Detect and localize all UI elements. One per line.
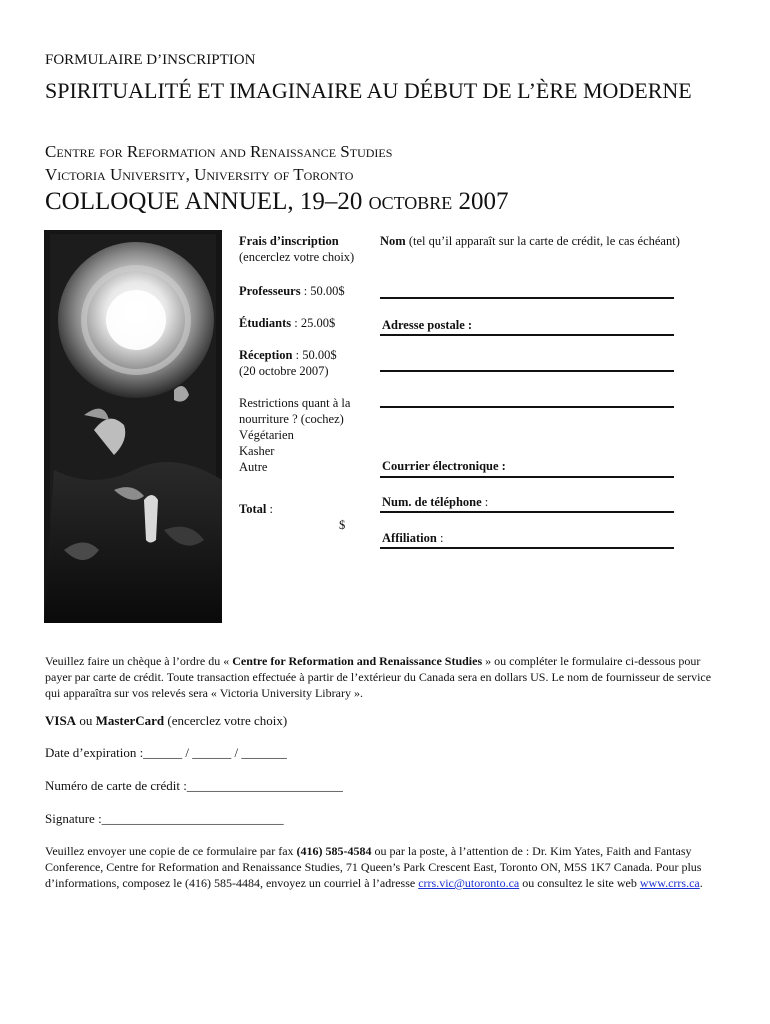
telephone-label-text: Num. de téléphone [382, 495, 482, 509]
courriel-label [382, 459, 506, 474]
organization-name: Centre for Reformation and Renaissance Studies [45, 142, 393, 161]
adresse-line-3[interactable] [380, 406, 674, 408]
total-label: Total [239, 502, 267, 516]
adresse-line-2[interactable] [380, 370, 674, 372]
courriel-line[interactable] [380, 476, 674, 478]
total-row [239, 501, 374, 533]
affiliation-line[interactable] [380, 547, 674, 549]
contact-before-fax: Veuillez envoyer une copie de ce formulaire par fax [45, 844, 297, 858]
instr-after: » ou compléter le formulaire ci-dessous pour payer par carte de crédit. Toute transaction effectuée à partir de l’extérieur du Canada sera en dollars US. Le nom de fournisseur de service qui apparaîtra sur vos relevés sera « Victoria University Library ». [45, 654, 712, 700]
option-kasher[interactable]: Kasher [239, 444, 275, 458]
food-restrictions [239, 395, 374, 475]
telephone-label [382, 495, 488, 510]
website-link[interactable]: www.crrs.ca [639, 876, 700, 890]
colloque-prefix: COLLOQUE ANNUEL, 19–20 [45, 188, 369, 215]
courriel-label-text: Courrier électronique : [382, 459, 506, 473]
fee-professeurs-value: : 50.00$ [300, 284, 345, 298]
fee-reception-value: : 50.00$ [292, 348, 337, 362]
affiliation-label-text: Affiliation [382, 531, 437, 545]
signature-field[interactable]: Signature :____________________________ [45, 811, 284, 826]
contact-paragraph [45, 843, 725, 891]
nom-field-label [380, 233, 680, 249]
affiliation-label [382, 531, 443, 546]
fees-heading-note: (encerclez votre choix) [239, 250, 355, 264]
fax-number: (416) 585-4584 [296, 844, 372, 858]
fees-heading-block [239, 233, 374, 265]
card-choice [45, 713, 287, 729]
contact-end: . [699, 876, 703, 890]
payment-instructions [45, 653, 725, 701]
adresse-label-text: Adresse postale : [382, 318, 473, 332]
colloque-year: 2007 [452, 188, 509, 215]
fee-etudiants[interactable] [239, 315, 374, 331]
university-name: Victoria University, University of Toronto [45, 165, 354, 184]
fee-reception[interactable] [239, 347, 374, 379]
contact-between: ou consultez le site web [519, 876, 640, 890]
adresse-line-1[interactable] [380, 334, 674, 336]
page-title: SPIRITUALITÉ ET IMAGINAIRE AU DÉBUT DE L’ÈRE MODERNE [45, 78, 692, 103]
colloque-month: octobre [368, 188, 453, 215]
fee-etudiants-label: Étudiants [239, 316, 292, 330]
nom-line[interactable] [380, 297, 674, 299]
expiry-field[interactable]: Date d’expiration :______ / ______ / _______ [45, 745, 287, 760]
telephone-sep: : [481, 495, 489, 509]
telephone-line[interactable] [380, 511, 674, 513]
mastercard-option[interactable]: MasterCard [95, 713, 165, 728]
nom-label: Nom [380, 234, 406, 248]
form-label: FORMULAIRE D’INSCRIPTION [45, 52, 256, 68]
affiliation-sep: : [436, 531, 444, 545]
total-sep: : [266, 502, 273, 516]
card-or: ou [76, 713, 96, 728]
painting-illustration [44, 230, 222, 623]
contact-after-fax: ou par la poste, à l’attention de : Dr. Kim Yates, Faith and Fantasy Conference, Centre for Reformation and Renaissance Studies, 71 Queen’s Park Crescent East, Toronto ON, M5S 1K7 Canada. Pour plus d’informations, composez le (416) 585-4484, envoyez un courriel à l’adresse [45, 844, 702, 890]
fee-reception-date: (20 octobre 2007) [239, 364, 329, 378]
fees-column [239, 233, 374, 533]
instr-org: Centre for Reformation and Renaissance Studies [232, 654, 483, 668]
total-currency: $ [339, 518, 346, 532]
fee-professeurs[interactable] [239, 283, 374, 299]
colloque-heading [45, 188, 509, 216]
fee-professeurs-label: Professeurs [239, 284, 301, 298]
fee-etudiants-value: : 25.00$ [291, 316, 336, 330]
email-link[interactable]: crrs.vic@utoronto.ca [418, 876, 520, 890]
option-vegetarien[interactable]: Végétarien [239, 428, 294, 442]
fees-heading: Frais d’inscription [239, 234, 339, 248]
instr-before: Veuillez faire un chèque à l’ordre du « [45, 654, 233, 668]
option-autre[interactable]: Autre [239, 460, 268, 474]
card-number-field[interactable]: Numéro de carte de crédit :________________________ [45, 778, 343, 793]
adresse-label [382, 318, 472, 333]
card-choice-note: (encerclez votre choix) [164, 713, 288, 728]
food-restrictions-label: Restrictions quant à la nourriture ? (cochez) [239, 396, 351, 426]
fee-reception-label: Réception [239, 348, 293, 362]
nom-note: (tel qu’il apparaît sur la carte de crédit, le cas échéant) [405, 234, 680, 248]
visa-option[interactable]: VISA [45, 713, 77, 728]
